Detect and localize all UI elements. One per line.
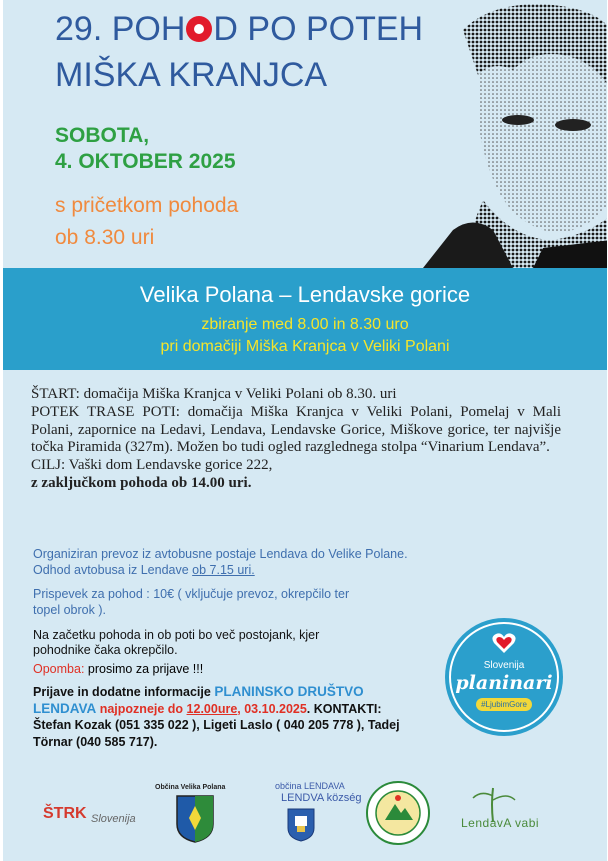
society-name: PLANINSKO DRUŠTVO LENDAVA <box>33 684 364 716</box>
event-day: SOBOTA, <box>55 124 150 147</box>
registration-info: Prijave in dodatne informacije PLANINSKO DRUŠTVO LENDAVA najpozneje do 12.00ure, 03.10.2025. KONTAKTI: Štefan Kozak (051 335 022 ), Ligeti Laslo ( 040 205 778 ), Tadej Törnar (040 585 717). <box>33 684 400 749</box>
lendava-vabi-logo: LendavA vabi <box>461 816 540 830</box>
poster <box>3 0 607 861</box>
start-text-line1: s pričetkom pohoda <box>55 194 239 217</box>
remark: Opomba: prosimo za prijave !!! <box>33 662 204 676</box>
slovenija-planinari-badge: Slovenija planinari #LjubimGore <box>445 618 563 736</box>
gathering-time: zbiranje med 8.00 in 8.30 uro <box>201 316 409 333</box>
transport-note: Organiziran prevoz iz avtobusne postaje Lendava do Velike Polane. Odhod avtobusa iz Lendave ob 7.15 uri. <box>33 547 408 577</box>
planinsko-drustvo-lendava-logo <box>365 780 431 846</box>
portrait-image <box>423 0 607 268</box>
event-title-line1: 29. POH D PO POTEH <box>55 10 424 48</box>
lendava-coat-of-arms <box>287 808 315 842</box>
route-description <box>31 386 561 493</box>
sponsor-logos <box>3 760 607 861</box>
route-band <box>3 268 607 370</box>
velika-polana-coat-of-arms <box>175 794 215 844</box>
route-start: ŠTART: domačija Miška Kranjca v Veliki Polani ob 8.30. uri <box>31 386 397 402</box>
heart-icon <box>492 632 516 654</box>
lendava-logo-line2: LENDVA község <box>281 792 362 804</box>
gathering-place: pri domačiji Miška Kranjca v Veliki Polani <box>160 338 450 355</box>
strk-logo: ŠTRK <box>43 805 87 822</box>
route-title: Velika Polana – Lendavske gorice <box>139 282 471 307</box>
event-date: 4. OKTOBER 2025 <box>55 150 236 173</box>
velika-polana-caption: Občina Velika Polana <box>155 784 226 791</box>
target-o-icon <box>186 16 212 42</box>
start-text-line2: ob 8.30 uri <box>55 226 155 249</box>
route-path: POTEK TRASE POTI: domačija Miška Kranjca v Veliki Polani, Pomelaj v Mali Polani, zapornice na Ledavi, Lendava, Lendavske Gorice, Miškove gorice, ter najvišje točka Piramida (327m). Možen bo tudi ogled razglednega stolpa “Vinarium Lendava”. <box>31 403 561 456</box>
strk-logo-subtitle: Slovenija <box>91 813 136 825</box>
fee-note: Prispevek za pohod : 10€ ( vključuje prevoz, okrepčilo ter topel obrok ). <box>33 587 350 617</box>
stops-note: Na začetku pohoda in ob poti bo več postojank, kjer pohodnike čaka okrepčilo. <box>33 628 320 657</box>
route-finish: z zaključkom pohoda ob 14.00 uri. <box>31 474 252 491</box>
route-goal: CILJ: Vaški dom Lendavske gorice 222, <box>31 457 273 474</box>
lendava-logo-line1: občina LENDAVA <box>275 781 345 791</box>
event-title-line2: MIŠKA KRANJCA <box>55 56 328 94</box>
